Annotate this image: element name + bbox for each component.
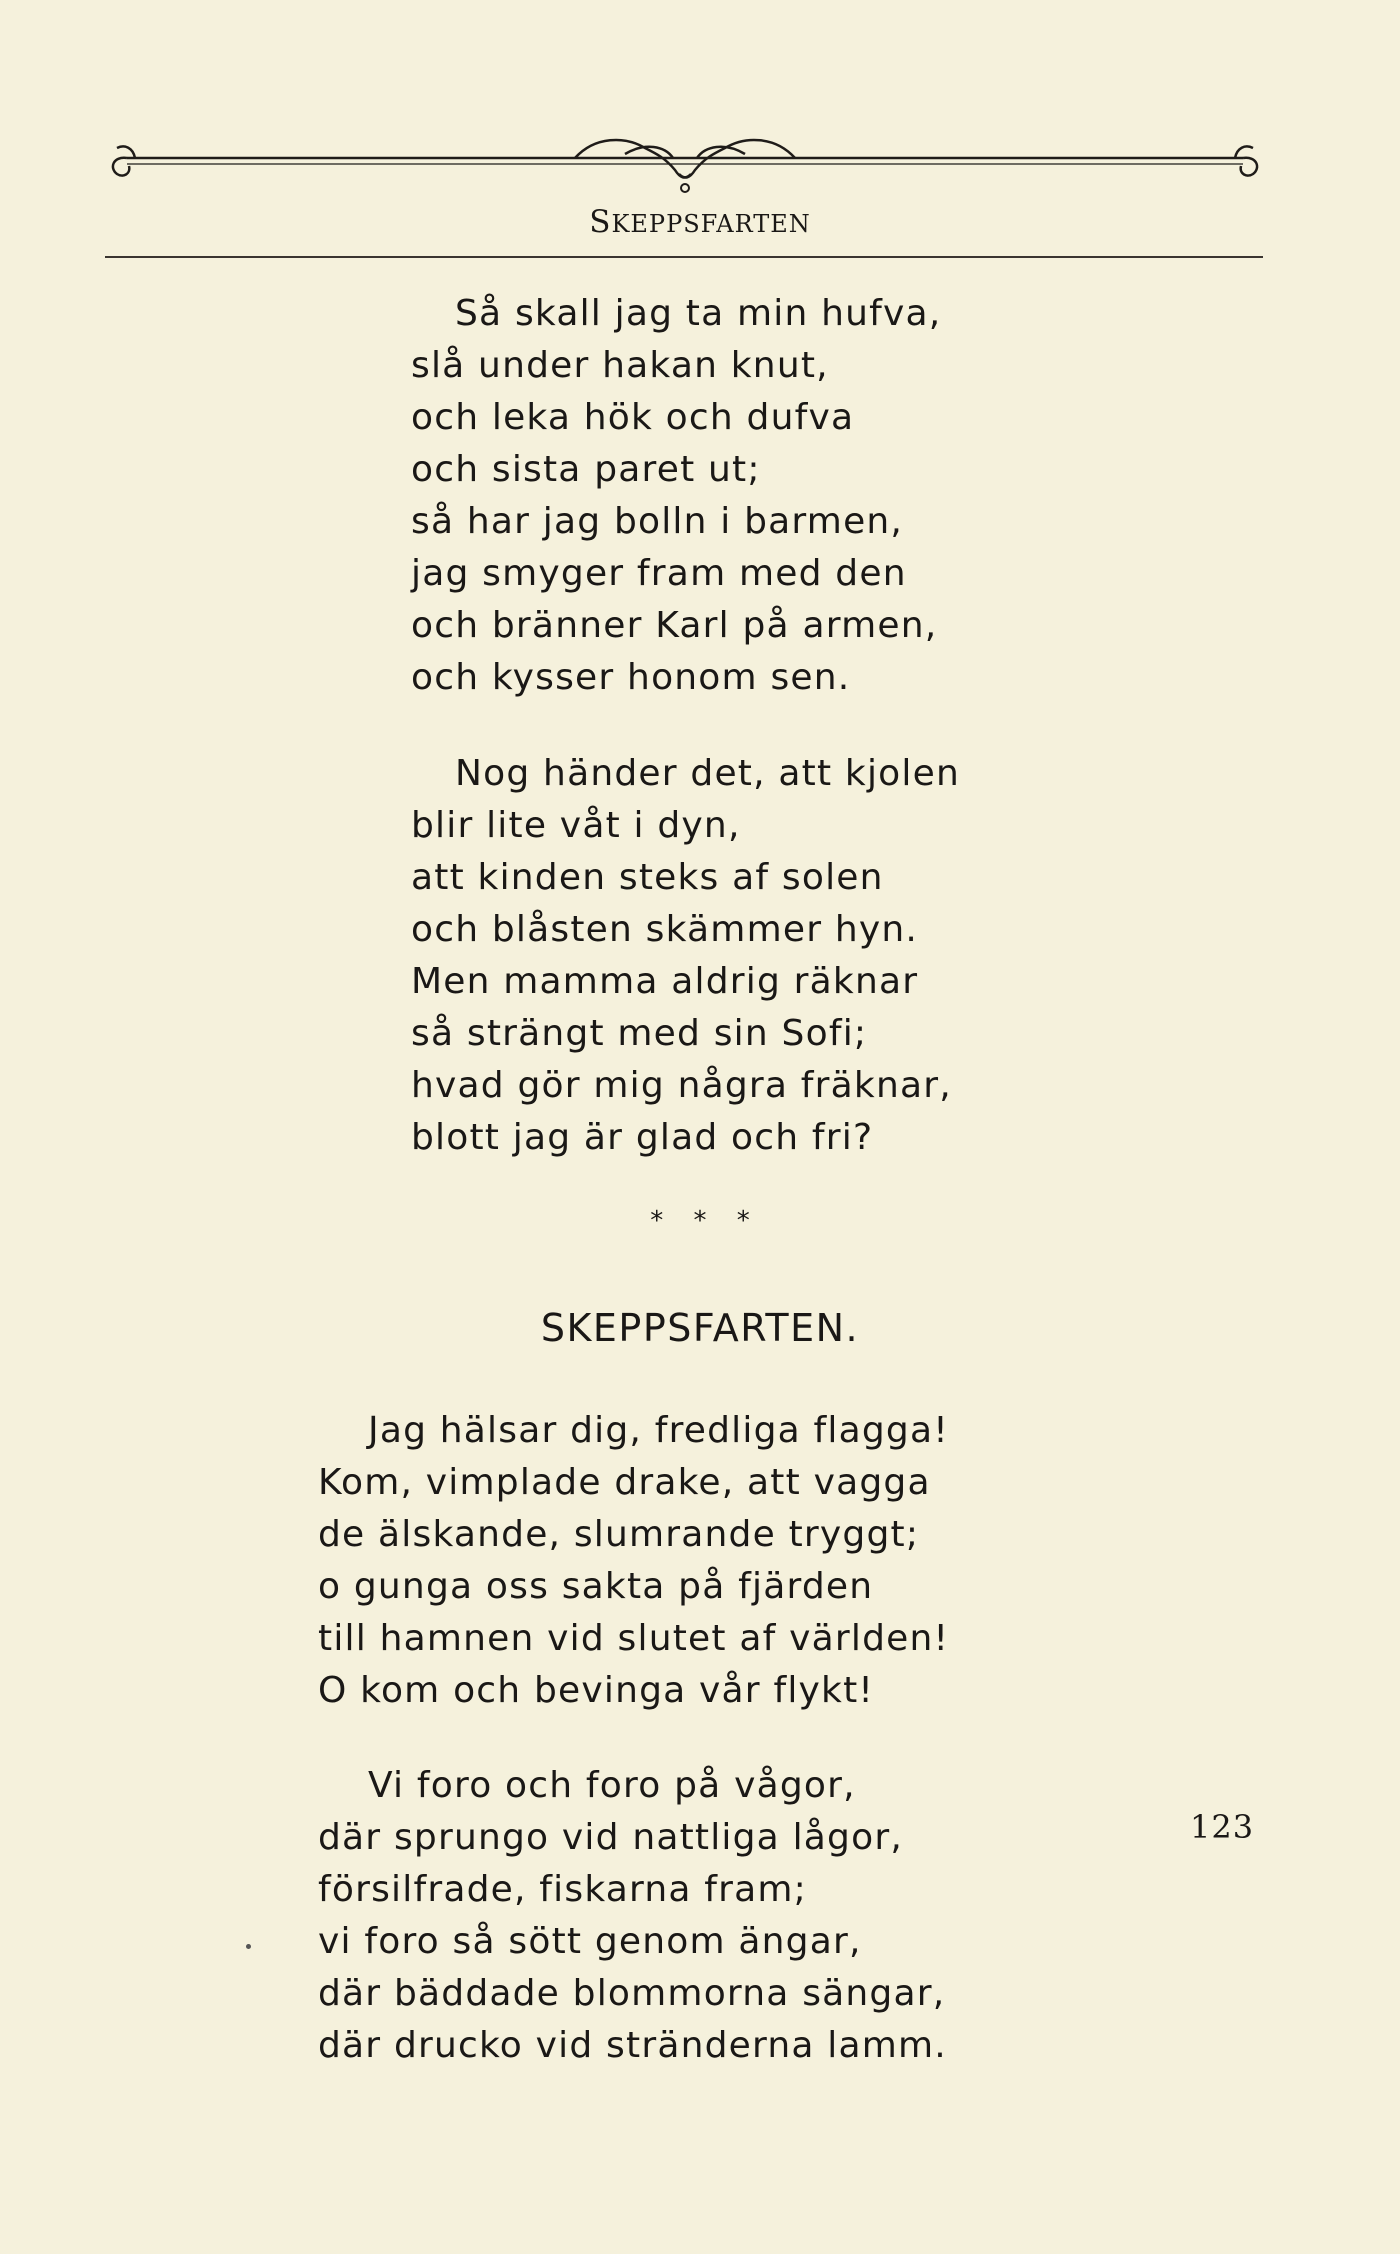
running-head-rest: KEPPSFARTEN [611,210,811,238]
running-head-initial: S [589,204,612,240]
stanza-3 [318,1405,949,1717]
verse-line: hvad gör mig några fräknar, [411,1065,952,1106]
verse-line: där drucko vid stränderna lamm. [318,2025,947,2066]
verse-line: Nog händer det, att kjolen [455,753,960,794]
verse-line: att kinden steks af solen [411,857,884,898]
verse-line: där bäddade blommorna sängar, [318,1973,946,2014]
verse-line: och sista paret ut; [411,449,761,490]
verse-line: o gunga oss sakta på fjärden [318,1566,874,1607]
verse-line: så strängt med sin Sofi; [411,1013,868,1054]
stanza-4 [318,1760,947,2072]
verse-line: Vi foro och foro på vågor, [368,1765,856,1806]
verse-line: Kom, vimplade drake, att vagga [318,1462,931,1503]
verse-line: försilfrade, fiskarna fram; [318,1869,808,1910]
verse-line: och leka hök och dufva [411,397,855,438]
verse-line: så har jag bolln i barmen, [411,501,904,542]
verse-line: jag smyger fram med den [411,553,907,594]
verse-line: blott jag är glad och fri? [411,1117,874,1158]
verse-line: där sprungo vid nattliga lågor, [318,1817,903,1858]
verse-line: och blåsten skämmer hyn. [411,909,919,950]
verse-line: O kom och bevinga vår flykt! [318,1670,875,1711]
verse-line: de älskande, slumrande tryggt; [318,1514,920,1555]
verse-line: till hamnen vid slutet af världen! [318,1618,950,1659]
gutter-speck [246,1944,251,1949]
poem-title: SKEPPSFARTEN. [540,1306,860,1350]
verse-line: och kysser honom sen. [411,657,851,698]
verse-line: Så skall jag ta min hufva, [455,293,942,334]
running-head [0,204,1400,240]
verse-line: blir lite våt i dyn, [411,805,741,846]
header-rule [105,256,1263,258]
verse-line: Jag hälsar dig, fredliga flagga! [368,1410,949,1451]
header-ornament [105,118,1265,198]
section-break-asterisks: * * * [650,1206,750,1236]
stanza-2 [411,748,960,1164]
verse-line: vi foro så sött genom ängar, [318,1921,862,1962]
stanza-1 [411,288,941,704]
verse-line: och bränner Karl på armen, [411,605,938,646]
verse-line: slå under hakan knut, [411,345,829,386]
page-number: 123 [1190,1808,1255,1846]
verse-line: Men mamma aldrig räknar [411,961,919,1002]
